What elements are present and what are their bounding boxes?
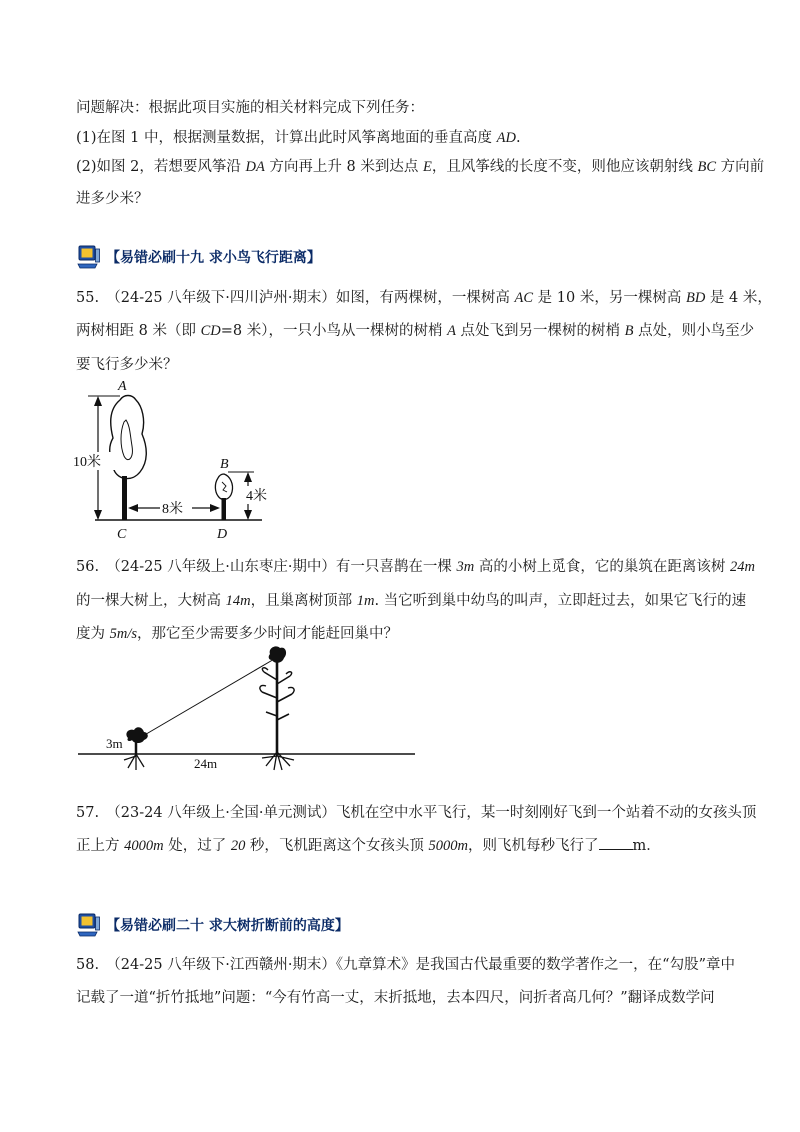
point-d-label: D — [217, 527, 228, 542]
q56-line-2: 的一棵大树上，大树高 14m，且巢离树顶部 1m. 当它听到巢中幼鸟的叫声，立即赶过去，如果它飞行的速 — [76, 593, 747, 609]
flight-path-line — [136, 658, 276, 740]
small-tree-crown-detail — [222, 482, 227, 492]
q56-line-3: 度为 5m/s，那它至少需要多少时间才能赶回巢中？ — [76, 626, 399, 642]
small-tree-crown — [215, 474, 232, 499]
label-24m: 24m — [194, 756, 218, 771]
point-b-label: B — [220, 457, 229, 472]
arrow-down-icon — [244, 510, 252, 520]
label-8m: 8米 — [162, 502, 183, 517]
computer-icon — [76, 244, 102, 270]
q58-line-2: 记载了一道“折竹抵地”问题：“今有竹高一丈，末折抵地，去本四尺，问折者高几何？”翻译成数学问 — [76, 990, 715, 1006]
answer-blank[interactable] — [599, 835, 633, 850]
small-tree-roots — [124, 754, 144, 770]
magpie-trees-figure — [70, 640, 420, 790]
q55-line-1: 55. （24-25 八年级下·四川泸州·期末）如图，有两棵树，一棵树高 AC 是 10 米，另一棵树高 BD 是 4 米， — [76, 290, 772, 306]
q58-line-1: 58. （24-25 八年级下·江西赣州·期末）《九章算术》是我国古代最重要的数学著作之一，在“勾股”章中 — [76, 957, 736, 973]
intro-line-2: (1)在图 1 中，根据测量数据，计算出此时风筝离地面的垂直高度 AD. — [76, 130, 521, 146]
intro-line-4: 进多少米？ — [76, 191, 149, 207]
label-3m: 3m — [106, 736, 123, 751]
arrow-down-icon — [94, 510, 102, 520]
point-a-label: A — [118, 379, 127, 394]
intro-line-3: (2)如图 2，若想要风筝沿 DA 方向再上升 8 米到达点 E，且风筝线的长度不变，则他应该朝射线 BC 方向前 — [76, 159, 765, 175]
q56-line-1: 56. （24-25 八年级上·山东枣庄·期中）有一只喜鹊在一棵 3m 高的小树上觅食，它的巢筑在距离该树 24m — [76, 559, 755, 575]
big-tree-trunk — [122, 476, 127, 520]
label-4m: 4米 — [246, 489, 267, 504]
big-tree-crown-detail — [121, 420, 132, 460]
intro-line-1: 问题解决：根据此项目实施的相关材料完成下列任务： — [76, 100, 424, 116]
two-trees-figure — [70, 376, 270, 542]
section-heading-20: 【易错必刷二十 求大树折断前的高度】 — [76, 910, 349, 940]
point-c-label: C — [117, 527, 127, 542]
arrow-up-icon — [244, 472, 252, 482]
arrow-up-icon — [94, 396, 102, 406]
arrow-right-icon — [210, 504, 220, 512]
q57-line-2: 正上方 4000m 处，过了 20 秒，飞机距离这个女孩头顶 5000m，则飞机每秒飞行了 m． — [76, 835, 661, 856]
small-tree-trunk — [222, 498, 227, 520]
q55-line-2: 两树相距 8 米（即 CD=8 米），一只小鸟从一棵树的树梢 A 点处飞到另一棵树的树梢 B 点处，则小鸟至少 — [76, 323, 755, 339]
q55-line-3: 要飞行多少米？ — [76, 357, 178, 373]
section-heading-19: 【易错必刷十九 求小鸟飞行距离】 — [76, 242, 321, 272]
label-10m: 10米 — [73, 455, 101, 470]
computer-icon — [76, 912, 102, 938]
arrow-left-icon — [128, 504, 138, 512]
q57-line-1: 57. （23-24 八年级上·全国·单元测试）飞机在空中水平飞行，某一时刻刚好飞到一个站着不动的女孩头顶 — [76, 805, 757, 821]
